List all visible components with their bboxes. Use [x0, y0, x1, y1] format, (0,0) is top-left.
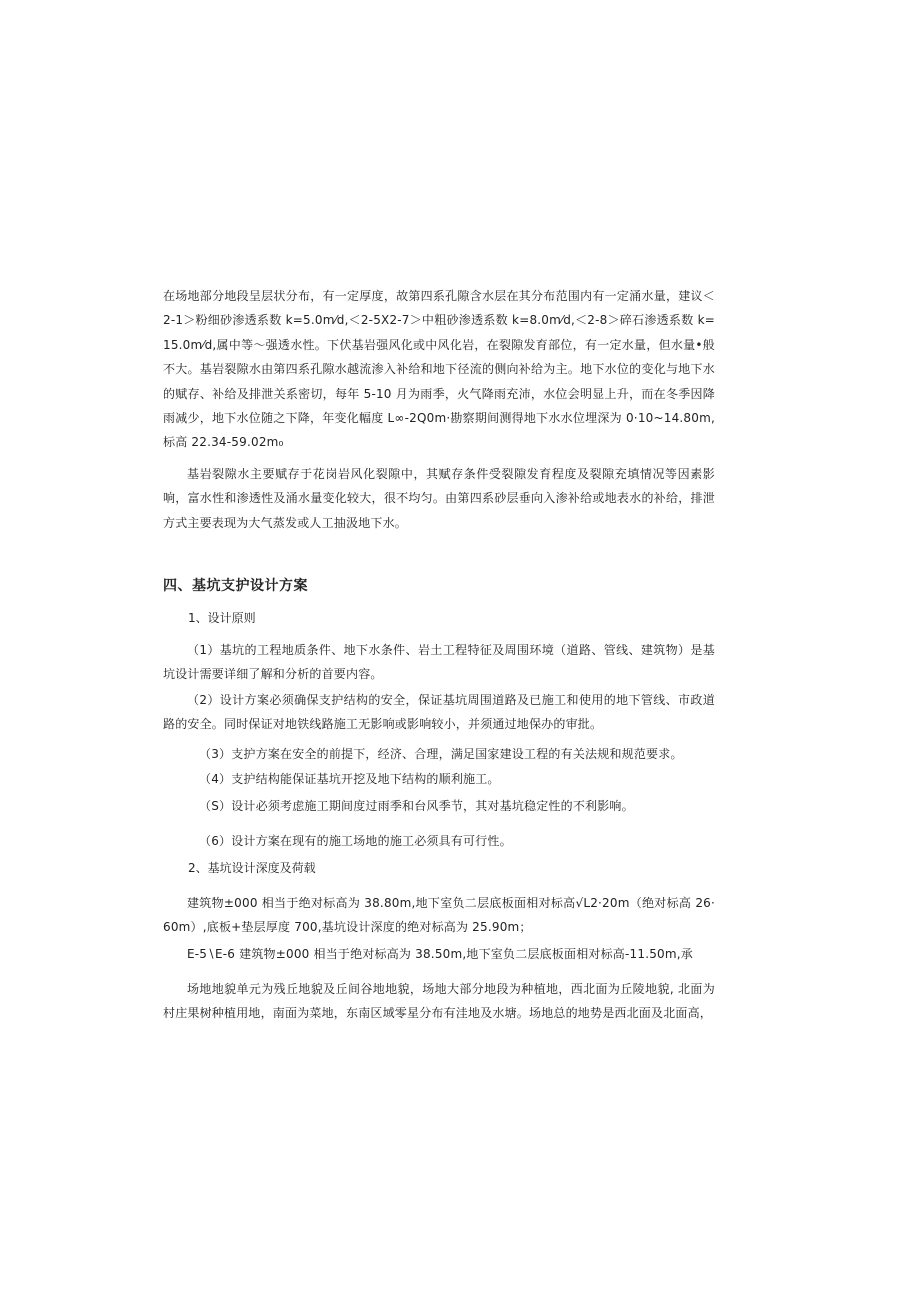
principle-item-1: （1）基坑的工程地质条件、地下水条件、岩土工程特征及周围环境（道路、管线、建筑物）是基坑设计需要详细了解和分析的首要内容。: [163, 643, 715, 682]
paragraph-depth-2: E-5∖E-6 建筑物±000 相当于绝对标高为 38.50m,地下室负二层底板面相对标高-11.50m,承: [187, 947, 693, 961]
paragraph-groundwater: 在场地部分地段呈层状分布，有一定厚度，故第四系孔隙含水层在其分布范围内有一定涌水量，建议＜2-1＞粉细砂渗透系数 k=5.0m⁄d,＜2-5X2-7＞中粗砂渗透系数 k=8.0m⁄d,＜2-8＞碎石渗透系数 k=15.0m⁄d,属中等～强透水性。下伏基岩强风化或中风化岩，在裂隙发育部位，有一定水量，但水量•般不大。基岩裂隙水由第四系孔隙水越流渗入补给和地下径流的侧向补给为主。地下水位的变化与地下水的赋存、补给及排泄关系密切，每年 5-10 月为雨季，火气降雨充沛，水位会明显上升，而在冬季因降雨减少，地下水位随之下降，年变化幅度 L∞-2Q0m·勘察期间测得地下水水位埋深为 0·10~14.80m,标高 22.34-59.02m₀: [163, 289, 715, 450]
principle-item-5: （S）设计必须考虑施工期间度过雨季和台风季节，其对基坑稳定性的不利影响。: [199, 799, 634, 813]
principle-item-3: （3）支护方案在安全的前提下，经济、合理，满足国家建设工程的有关法规和规范要求。: [199, 747, 683, 761]
principle-item-6: （6）设计方案在现有的施工场地的施工必须具有可行性。: [199, 834, 512, 848]
principle-item-2: （2）设计方案必须确保支护结构的安全，保证基坑周围道路及已施工和使用的地下管线、市政道路的安全。同时保证对地铁线路施工无影响或影响较小，并须通过地保办的审批。: [163, 693, 715, 732]
paragraph-terrain: 场地地貌单元为残丘地貌及丘间谷地地貌，场地大部分地段为种植地，西北面为丘陵地貌, 北面为村庄果树种植用地，南面为菜地，东南区域零星分布有洼地及水塘。场地总的地势是西北面及北面高，: [163, 982, 715, 1021]
subsection-depth-load: 2、基坑设计深度及荷载: [188, 861, 316, 875]
subsection-design-principles: 1、设计原则: [188, 611, 256, 625]
paragraph-bedrock-water: 基岩裂隙水主要赋存于花岗岩风化裂隙中，其赋存条件受裂隙发育程度及裂隙充填情况等因素影响，富水性和渗透性及涌水量变化较大，很不均匀。由第四系砂层垂向入渗补给或地表水的补给，排泄方式主要表现为大气蒸发或人工抽汲地下水。: [163, 467, 715, 530]
paragraph-depth-1: 建筑物±000 相当于绝对标高为 38.80m,地下室负二层底板面相对标高√L2·20m（绝对标高 26·60m）,底板+垫层厚度 700,基坑设计深度的绝对标高为 25.90m；: [163, 896, 715, 935]
section-heading: 四、基坑支护设计方案: [163, 578, 308, 594]
principle-item-4: （4）支护结构能保证基坑开挖及地下结构的顺利施工。: [199, 772, 500, 786]
